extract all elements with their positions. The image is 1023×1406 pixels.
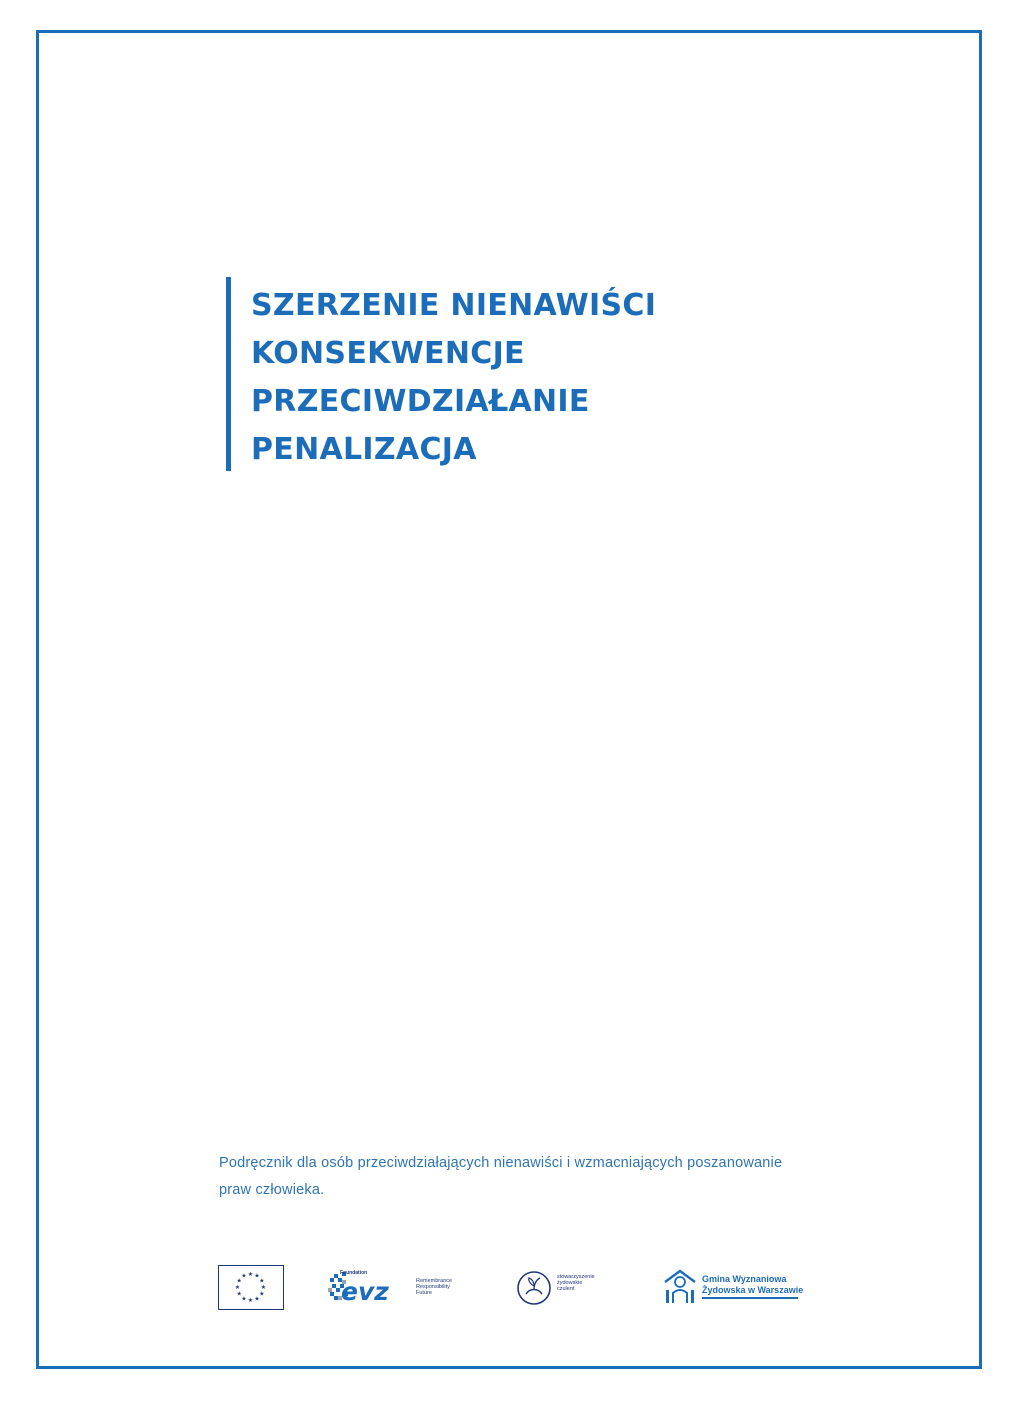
title-line-4: PENALIZACJA xyxy=(251,432,477,467)
gmina-hebrew-line xyxy=(702,1297,798,1299)
svg-text:★: ★ xyxy=(234,1284,241,1291)
gmina-name-line-2: Żydowska w Warszawie xyxy=(702,1285,804,1295)
svg-text:★: ★ xyxy=(241,1272,247,1280)
svg-text:★: ★ xyxy=(260,1284,267,1291)
stowarzyszenie-name: stowarzyszenie żydowskie czulent xyxy=(557,1274,595,1292)
synagogue-icon xyxy=(662,1268,698,1306)
svg-text:evz: evz xyxy=(341,1277,389,1306)
gmina-wyznaniowa-logo xyxy=(662,1268,804,1311)
svg-text:★: ★ xyxy=(247,1297,254,1304)
svg-text:★: ★ xyxy=(254,1272,260,1280)
title-line-2: KONSEKWENCJE xyxy=(251,336,525,371)
stowarzyszenie-logo xyxy=(516,1268,595,1313)
gmina-name-line-1: Gmina Wyznaniowa xyxy=(702,1274,787,1284)
evz-tagline: Remembrance Responsibility Future xyxy=(416,1278,453,1296)
svg-text:★: ★ xyxy=(241,1295,247,1303)
title-line-3: PRZECIWDZIAŁANIE xyxy=(251,384,590,419)
svg-text:★: ★ xyxy=(259,1290,265,1298)
eu-stars-icon xyxy=(219,1266,282,1308)
svg-text:★: ★ xyxy=(236,1277,242,1285)
svg-text:Foundation: Foundation xyxy=(340,1270,368,1276)
evz-foundation-logo xyxy=(328,1268,468,1313)
partner-logos xyxy=(218,1264,818,1312)
svg-text:★: ★ xyxy=(254,1295,260,1303)
sprout-circle-icon xyxy=(516,1268,556,1308)
cover-title xyxy=(226,277,656,471)
svg-text:★: ★ xyxy=(259,1277,265,1285)
title-line-1: SZERZENIE NIENAWIŚCI xyxy=(251,288,657,323)
cover-subtitle: Podręcznik dla osób przeciwdziałających nienawiści i wzmacniających poszanowanie praw człowieka. xyxy=(219,1155,783,1198)
eu-flag-logo xyxy=(218,1265,284,1310)
svg-text:★: ★ xyxy=(236,1290,242,1298)
svg-text:★: ★ xyxy=(247,1271,254,1278)
